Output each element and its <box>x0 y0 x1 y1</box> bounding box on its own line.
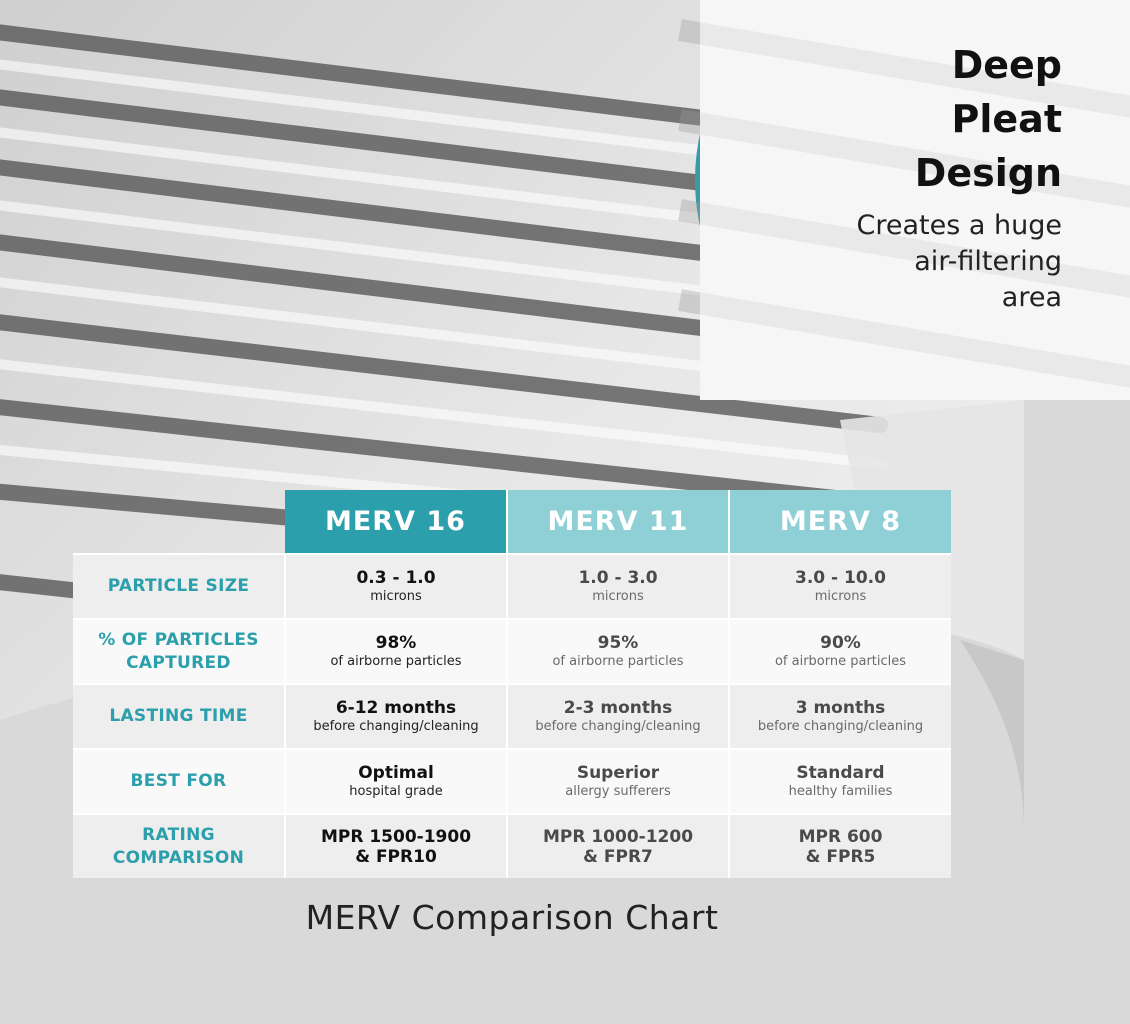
table-cell <box>507 684 729 749</box>
cell-subtext: before changing/cleaning <box>313 719 479 734</box>
table-cell <box>507 619 729 684</box>
table-cell <box>285 684 507 749</box>
callout-title <box>762 38 1062 200</box>
cell-value: 2-3 months <box>563 698 673 718</box>
cell-value: 3.0 - 10.0 <box>795 568 886 588</box>
cell-subtext: microns <box>814 589 867 604</box>
row-label <box>73 554 285 619</box>
table-cell <box>285 814 507 878</box>
cell-value: 6-12 months <box>335 698 457 718</box>
merv-comparison-table <box>73 490 951 878</box>
row-label <box>73 619 285 684</box>
cell-value: Standard <box>796 763 885 783</box>
callout-subtitle <box>762 208 1062 316</box>
table-cell <box>285 619 507 684</box>
callout-subtitle-line: area <box>1001 282 1062 313</box>
cell-subtext: of airborne particles <box>330 654 462 669</box>
table-cell <box>729 814 951 878</box>
row-label <box>73 814 285 878</box>
row-label-line: LASTING TIME <box>109 706 248 726</box>
table-row-particle-size <box>73 554 951 619</box>
cell-value: 1.0 - 3.0 <box>578 568 658 588</box>
row-label-line: CAPTURED <box>126 652 231 673</box>
row-label-line: PARTICLE SIZE <box>107 576 250 596</box>
table-cell <box>729 619 951 684</box>
cell-value: 90% <box>820 633 861 653</box>
cell-subtext: before changing/cleaning <box>757 719 924 734</box>
table-cell <box>507 554 729 619</box>
table-cell <box>729 684 951 749</box>
table-row-rating-comparison <box>73 814 951 878</box>
cell-value-second-line: & FPR5 <box>805 846 876 867</box>
table-header-row <box>73 490 951 554</box>
header-empty-cell <box>73 490 285 554</box>
cell-value: MPR 1500-1900 <box>320 826 472 847</box>
table-row-lasting-time <box>73 684 951 749</box>
cell-subtext: before changing/cleaning <box>535 719 701 734</box>
callout-subtitle-line: Creates a huge <box>856 210 1062 241</box>
cell-value: Superior <box>576 763 660 783</box>
table-row-particles-captured <box>73 619 951 684</box>
cell-subtext: microns <box>592 589 644 604</box>
cell-subtext: hospital grade <box>349 784 443 799</box>
cell-value: 98% <box>375 633 417 653</box>
table-cell <box>729 554 951 619</box>
column-header-merv8: MERV 8 <box>729 490 951 554</box>
row-label <box>73 684 285 749</box>
row-label-line: % OF PARTICLES <box>98 629 259 650</box>
table-cell <box>507 749 729 814</box>
cell-value-second-line: & FPR10 <box>355 846 437 867</box>
cell-value: 95% <box>597 633 639 653</box>
cell-value: MPR 1000-1200 <box>542 826 694 847</box>
row-label <box>73 749 285 814</box>
cell-subtext: of airborne particles <box>552 654 684 669</box>
cell-value: Optimal <box>358 763 434 783</box>
callout-title-line: Pleat <box>951 97 1062 141</box>
table-row-best-for <box>73 749 951 814</box>
column-header-merv16: MERV 16 <box>285 490 507 554</box>
cell-subtext: microns <box>370 589 422 604</box>
table-cell <box>285 749 507 814</box>
cell-value: MPR 600 <box>798 826 883 847</box>
chart-title: MERV Comparison Chart <box>305 898 719 937</box>
column-header-merv11: MERV 11 <box>507 490 729 554</box>
cell-subtext: of airborne particles <box>774 654 907 669</box>
cell-value-second-line: & FPR7 <box>583 846 653 867</box>
row-label-line: BEST FOR <box>130 771 227 791</box>
table-cell <box>285 554 507 619</box>
cell-value: 0.3 - 1.0 <box>356 568 436 588</box>
cell-value: 3 months <box>795 698 886 718</box>
row-label-line: RATING <box>142 824 215 845</box>
table-cell <box>729 749 951 814</box>
callout-title-line: Deep <box>951 43 1062 87</box>
deep-pleat-callout <box>695 0 1125 395</box>
row-label-line: COMPARISON <box>112 847 245 868</box>
callout-subtitle-line: air-filtering <box>914 246 1062 277</box>
cell-subtext: healthy families <box>788 784 893 799</box>
cell-subtext: allergy sufferers <box>565 784 671 799</box>
callout-title-line: Design <box>914 151 1062 195</box>
table-cell <box>507 814 729 878</box>
